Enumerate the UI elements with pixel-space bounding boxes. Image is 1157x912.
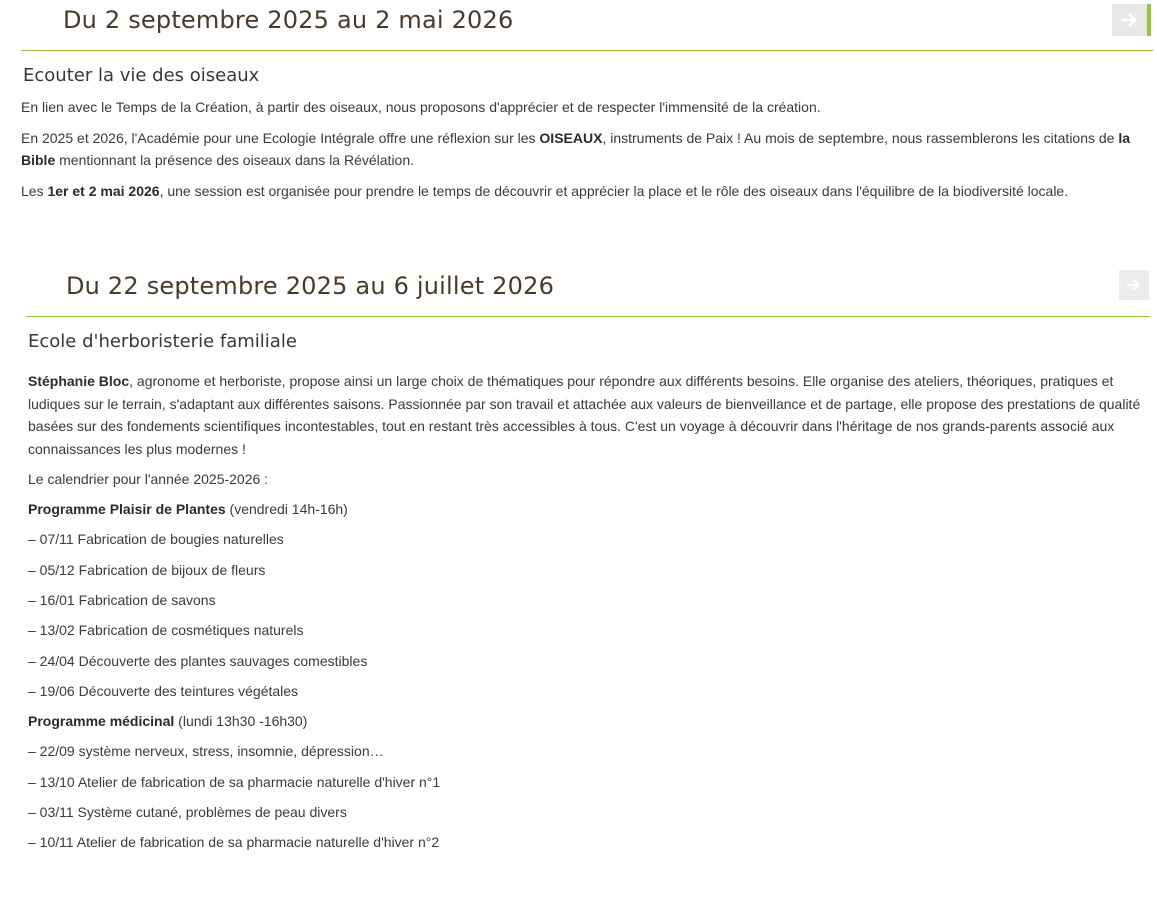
text: , une session est organisée pour prendre le temps de découvrir et apprécier la place et le rôle des oiseaux dans l'équilibre de la biodiversité locale. [159,182,1069,199]
list-item: – 16/01 Fabrication de savons [28,591,216,608]
text: Les [21,182,48,199]
event-herbalism [26,266,1150,862]
program-name: Programme médicinal [28,713,175,730]
arrow-right-icon [1127,279,1141,291]
bold-text: Stéphanie Bloc [28,373,130,389]
paragraph: En lien avec le Temps de la Création, à partir des oiseaux, nous proposons d'apprécier et de respecter l'immensité de la création. [21,99,821,115]
event-next-button[interactable] [1112,4,1151,36]
event-date-range: Du 22 septembre 2025 au 6 juillet 2026 [66,272,555,300]
list-item: – 13/10 Atelier de fabrication de sa pharmacie naturelle d'hiver n°1 [28,773,441,790]
event-date-range: Du 2 septembre 2025 au 2 mai 2026 [63,6,514,34]
program-heading [28,710,1150,733]
list-item: – 10/11 Atelier de fabrication de sa pharmacie naturelle d'hiver n°2 [28,834,440,851]
list-item: – 24/04 Découverte des plantes sauvages comestibles [28,652,368,669]
event-description [26,370,1150,854]
text: En 2025 et 2026, l'Académie pour une Ecologie Intégrale offre une réflexion sur les [21,129,540,146]
event-description [21,96,1153,202]
text: mentionnant la présence des oiseaux dans la Révélation. [55,152,415,168]
list-item: – 19/06 Découverte des teintures végétales [28,682,299,699]
list-item: – 22/09 système nerveux, stress, insomnie, dépression… [28,743,384,760]
paragraph [21,180,1153,203]
bold-text: OISEAUX [539,129,603,146]
paragraph [28,370,1150,460]
arrow-right-icon [1122,13,1138,27]
paragraph [21,127,1153,172]
text: , instruments de Paix ! Au mois de septembre, nous rassemblerons les citations de [602,129,1119,146]
calendar-label: Le calendrier pour l'année 2025-2026 : [28,470,269,487]
program-name: Programme Plaisir de Plantes [28,501,226,518]
event-birds [21,0,1153,210]
event-date-header [21,0,1153,51]
program-schedule: (vendredi 14h-16h) [225,501,348,518]
list-item: – 03/11 Système cutané, problèmes de peau divers [28,804,347,821]
list-item: – 05/12 Fabrication de bijoux de fleurs [28,561,266,578]
bold-text: 1er et 2 mai 2026 [47,182,160,199]
bold-text: la Bible [21,129,1131,168]
event-next-button[interactable] [1119,270,1149,300]
list-item: – 13/02 Fabrication de cosmétiques naturels [28,622,304,639]
text: , agronome et herboriste, propose ainsi un large choix de thématiques pour répondre aux différents besoins. Elle organise des ateliers, théoriques, pratiques et ludiques sur le terrain, s'adaptant aux différentes saisons. Passionnée par son travail et attachée aux valeurs de bienveillance et de partage, elle propose des prestations de qualité basées sur des fondements scientifiques incontestables, tout en restant très accessibles à tous. C'est un voyage à découvrir dans l'héritage de nos grands-parents associé aux connaissances les plus modernes ! [28,373,1141,457]
list-item: – 07/11 Fabrication de bougies naturelles [28,531,284,548]
program-schedule: (lundi 13h30 -16h30) [174,713,308,730]
event-title: Ecouter la vie des oiseaux [23,65,260,86]
program-heading [28,498,1150,521]
event-date-header [26,266,1150,317]
event-title: Ecole d'herboristerie familiale [28,331,297,352]
